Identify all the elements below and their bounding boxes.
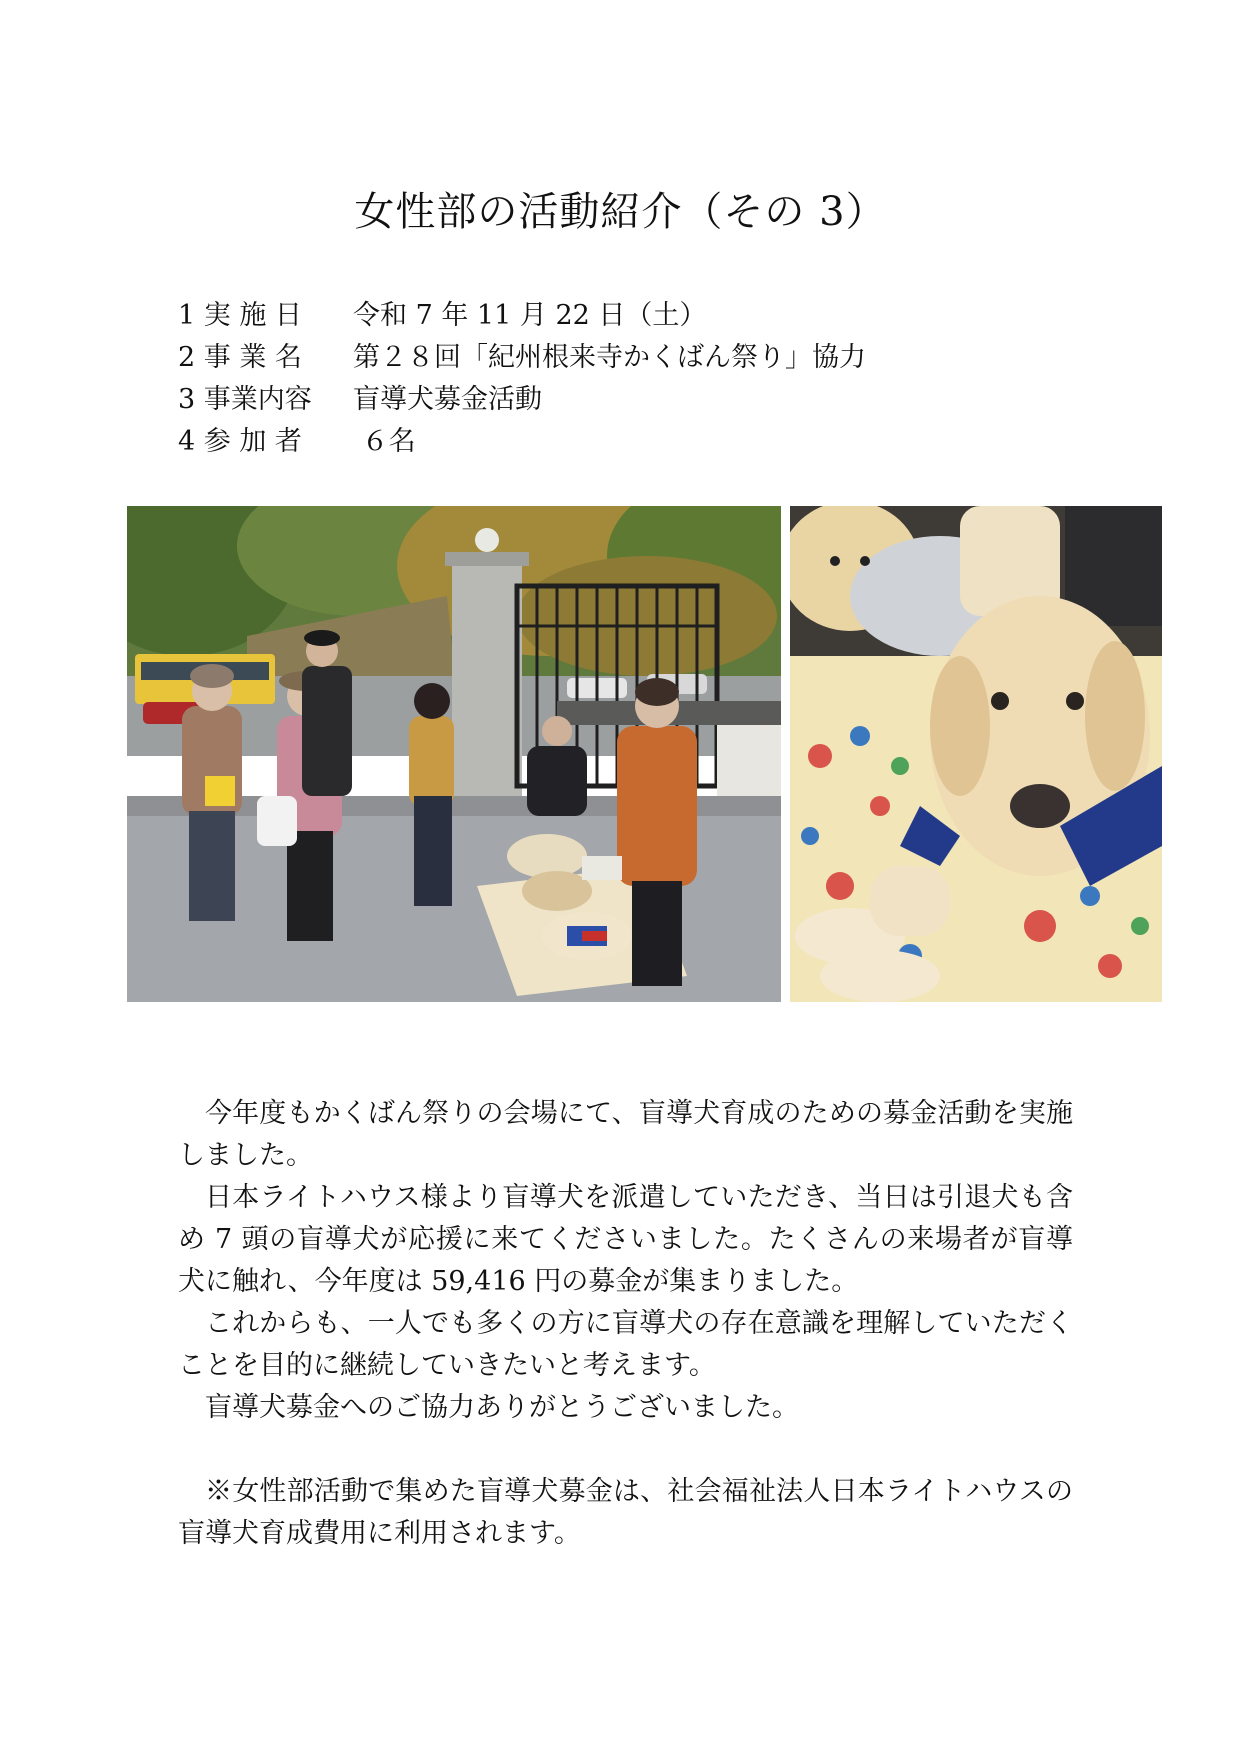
info-row-participants xyxy=(178,421,1078,463)
info-value: 盲導犬募金活動 xyxy=(353,384,542,415)
paragraph: 日本ライトハウス様より盲導犬を派遣していただき、当日は引退犬も含め 7 頭の盲導犬が応援に来てくださいました。たくさんの来場者が盲導犬に触れ、今年度は 59,416 円の募金が集まりました。 xyxy=(178,1182,1073,1297)
paragraph: これからも、一人でも多くの方に盲導犬の存在意識を理解していただくことを目的に継続していきたいと考えます。 xyxy=(178,1308,1073,1381)
info-value: 令和 7 年 11 月 22 日（土） xyxy=(353,300,707,331)
event-info-list xyxy=(178,295,1078,463)
photo-guide-dogs-closeup xyxy=(790,506,1162,1002)
spacer xyxy=(178,1429,1073,1471)
photo-fundraising-scene xyxy=(127,506,781,1002)
info-value: ６名 xyxy=(353,426,416,457)
info-label: 3 事業内容 xyxy=(178,384,312,415)
info-label: 4 参 加 者 xyxy=(178,426,302,457)
donation-note: ※女性部活動で集めた盲導犬募金は、社会福祉法人日本ライトハウスの盲導犬育成費用に利用されます。 xyxy=(178,1476,1073,1549)
info-row-date xyxy=(178,295,1078,337)
info-row-event-name xyxy=(178,337,1078,379)
paragraph: 今年度もかくばん祭りの会場にて、盲導犬育成のための募金活動を実施しました。 xyxy=(178,1098,1073,1171)
page-title: 女性部の活動紹介（その 3） xyxy=(354,189,887,235)
paragraph: 盲導犬募金へのご協力ありがとうございました。 xyxy=(205,1392,799,1423)
info-label: 2 事 業 名 xyxy=(178,342,302,373)
info-label: 1 実 施 日 xyxy=(178,300,302,331)
body-text xyxy=(178,1093,1073,1555)
info-row-activity xyxy=(178,379,1078,421)
info-value: 第２８回「紀州根来寺かくばん祭り」協力 xyxy=(353,342,866,373)
